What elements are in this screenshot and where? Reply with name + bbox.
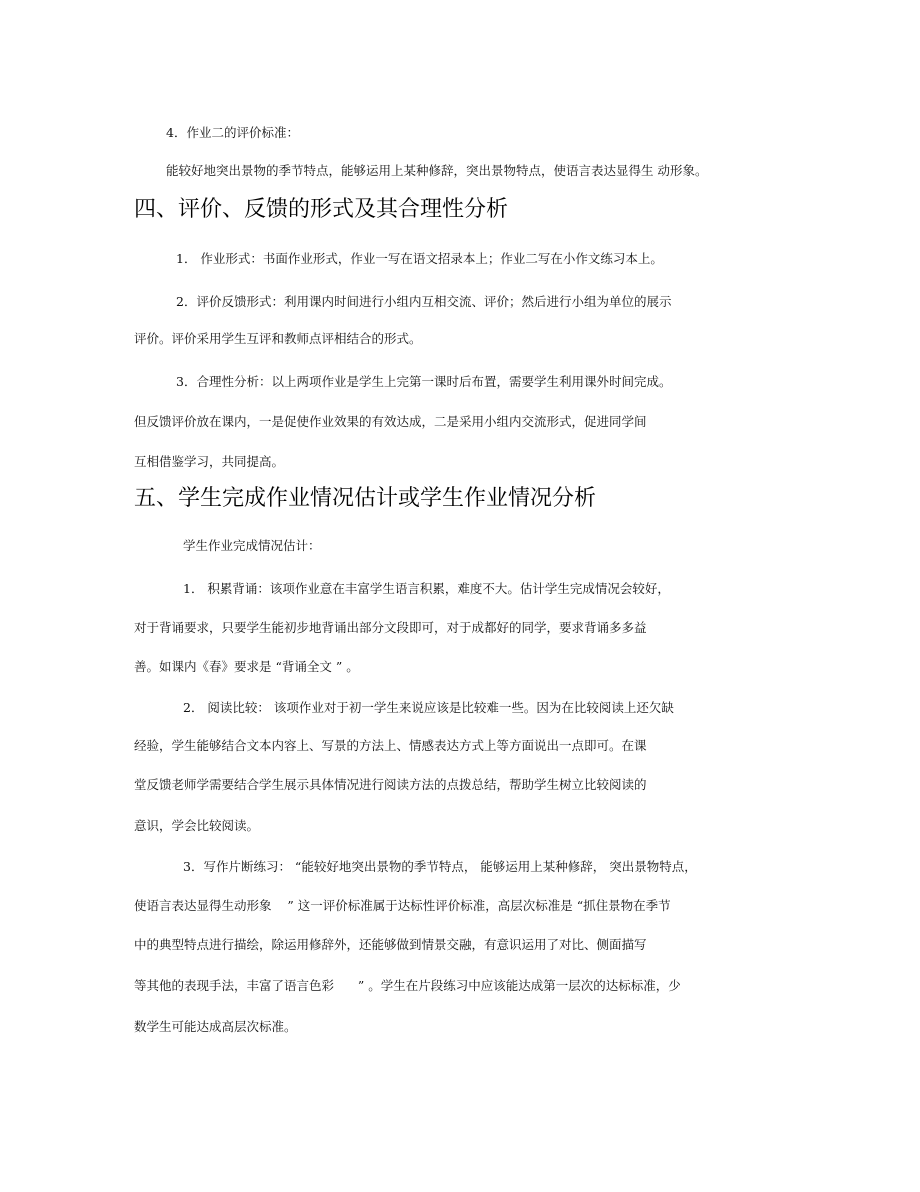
paragraph-line: 4．作业二的评价标准：: [166, 125, 299, 140]
section-heading-4: 四、评价、反馈的形式及其合理性分析: [134, 197, 509, 222]
paragraph-line: 3．写作片断练习： “能较好地突出景物的季节特点， 能够运用上某种修辞， 突出景物特点，: [183, 859, 697, 874]
paragraph-line: 善。如课内《春》要求是 “背诵全文 ” 。: [134, 659, 359, 674]
paragraph-line: 互相借鉴学习，共同提高。: [134, 454, 285, 469]
paragraph-line: 中的典型特点进行描绘，除运用修辞外，还能够做到情景交融，有意识运用了对比、侧面描写: [134, 937, 647, 952]
paragraph-line: 评价。评价采用学生互评和教师点评相结合的形式。: [134, 331, 422, 346]
paragraph-line: 数学生可能达成高层次标准。: [134, 1019, 297, 1034]
paragraph-line: 对于背诵要求，只要学生能初步地背诵出部分文段即可，对于成都好的同学，要求背诵多多益: [134, 620, 647, 635]
paragraph-line: 1． 作业形式：书面作业形式，作业一写在语文招录本上；作业二写在小作文练习本上。: [176, 251, 663, 266]
paragraph-line: 意识，学会比较阅读。: [134, 818, 260, 833]
paragraph-line: 经验，学生能够结合文本内容上、写景的方法上、情感表达方式上等方面说出一点即可。在课: [134, 738, 647, 753]
paragraph-line: 使语言表达显得生动形象 ” 这一评价标准属于达标性评价标准，高层次标准是 “抓住景物在季节: [134, 898, 671, 913]
paragraph-line: 能较好地突出景物的季节特点，能够运用上某种修辞，突出景物特点，使语言表达显得生 动形象。: [166, 163, 708, 178]
paragraph-line: 2．评价反馈形式：利用课内时间进行小组内互相交流、评价；然后进行小组为单位的展示: [176, 294, 672, 309]
paragraph-line: 等其他的表现手法，丰富了语言色彩 ” 。学生在片段练习中应该能达成第一层次的达标标准，少: [134, 978, 681, 993]
paragraph-line: 但反馈评价放在课内，一是促使作业效果的有效达成，二是采用小组内交流形式，促进同学间: [134, 414, 647, 429]
paragraph-line: 1． 积累背诵：该项作业意在丰富学生语言积累，难度不大。估计学生完成情况会较好，: [183, 581, 670, 596]
paragraph-line: 堂反馈老师学需要结合学生展示具体情况进行阅读方法的点拨总结，帮助学生树立比较阅读的: [134, 777, 647, 792]
paragraph-line: 2． 阅读比较： 该项作业对于初一学生来说应该是比较难一些。因为在比较阅读上还欠缺: [183, 700, 674, 715]
paragraph-line: 3．合理性分析：以上两项作业是学生上完第一课时后布置，需要学生利用课外时间完成。: [176, 374, 672, 389]
section-heading-5: 五、学生完成作业情况估计或学生作业情况分析: [134, 486, 597, 511]
paragraph-line: 学生作业完成情况估计：: [183, 538, 321, 553]
